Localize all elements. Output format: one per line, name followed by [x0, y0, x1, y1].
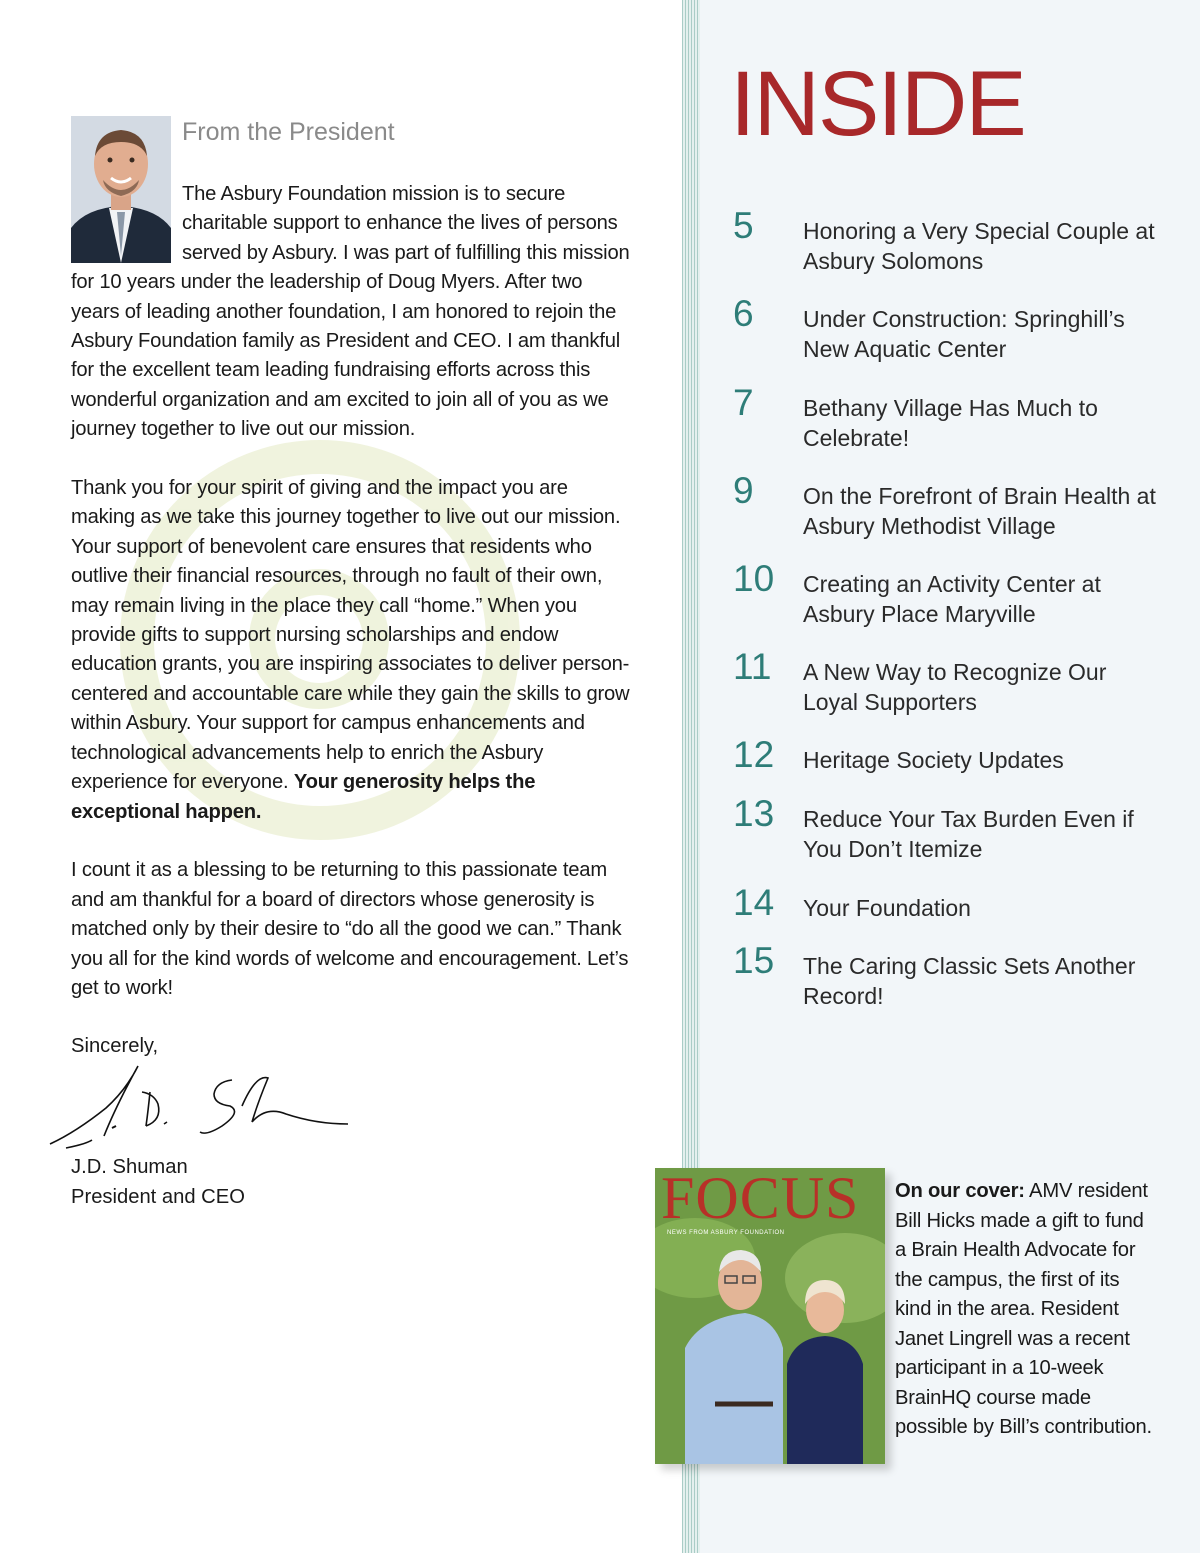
toc-page-number: 15	[733, 940, 775, 981]
toc-page-number: 14	[733, 882, 775, 923]
toc-title: On the Forefront of Brain Health at Asbury Methodist Village	[803, 483, 1156, 539]
toc-title: Honoring a Very Special Couple at Asbury Solomons	[803, 218, 1155, 274]
toc-title: Your Foundation	[803, 895, 971, 921]
signer-block	[71, 1152, 245, 1212]
toc-title: Heritage Society Updates	[803, 747, 1064, 773]
cover-caption	[895, 1177, 1160, 1443]
signer-name: J.D. Shuman	[71, 1156, 188, 1178]
magazine-cover-thumbnail	[655, 1168, 885, 1464]
toc-title: Under Construction: Springhill’s New Aquatic Center	[803, 306, 1125, 362]
caption-lead: On our cover:	[895, 1180, 1025, 1202]
signature-image	[46, 1062, 356, 1154]
paragraph-2-text: Thank you for your spirit of giving and the impact you are making as we take this journey together to live out our mission. Your support of benevolent care ensures that residents who outlive their financial resources, through no fault of their own, may remain living in the place they call “home.” When you provide gifts to support nursing scholarships and endow education grants, you are inspiring associates to deliver person-centered and accountable care while they gain the skills to grow within Asbury. Your support for campus enhancements and technological advancements help to enrich the Asbury experience for everyone.	[71, 477, 630, 794]
toc-title: The Caring Classic Sets Another Record!	[803, 953, 1136, 1009]
closing: Sincerely,	[71, 1035, 159, 1057]
letter-paragraph-1	[71, 180, 631, 445]
letter-paragraph-3	[71, 856, 631, 1003]
toc-title: A New Way to Recognize Our Loyal Supporters	[803, 659, 1107, 715]
toc-page-number: 5	[733, 205, 754, 246]
toc-page-number: 13	[733, 793, 775, 834]
letter-body	[71, 180, 631, 1033]
paragraph-3-text: I count it as a blessing to be returning to this passionate team and am thankful for a board of directors whose generosity is matched only by their desire to “do all the good we can.” Thank you all for the kind words of welcome and encouragement. Let’s get to work!	[71, 859, 629, 999]
paragraph-1-text: The Asbury Foundation mission is to secure charitable support to enhance the lives of persons served by Asbury. I was part of fulfilling this mission for 10 years under the leadership of Doug Myers. After two years of leading another foundation, I am honored to rejoin the Asbury Foundation family as President and CEO. I am thankful for the excellent team leading fundraising efforts across this wonderful organization and am excited to join all of you as we journey together to live out our mission.	[71, 183, 630, 441]
toc-page-number: 12	[733, 734, 775, 775]
paragraph-2-emphasis: Your generosity helps the exceptional happen.	[71, 771, 536, 823]
toc-page-number: 10	[733, 558, 775, 599]
toc-title: Bethany Village Has Much to Celebrate!	[803, 395, 1098, 451]
caption-text: AMV resident Bill Hicks made a gift to fund a Brain Health Advocate for the campus, the first of its kind in the area. Resident Janet Lingrell was a recent participant in a 10-week BrainHQ course made possible by Bill’s contribution.	[895, 1180, 1152, 1438]
toc-page-number: 11	[733, 646, 772, 687]
toc-page-number: 7	[733, 382, 754, 423]
toc-page-number: 9	[733, 470, 754, 511]
toc-title: Creating an Activity Center at Asbury Place Maryville	[803, 571, 1101, 627]
inside-title: INSIDE	[730, 53, 1025, 155]
toc-page-number: 6	[733, 293, 754, 334]
cover-tagline: NEWS FROM ASBURY FOUNDATION	[667, 1230, 785, 1236]
signer-title: President and CEO	[71, 1186, 245, 1208]
toc-title: Reduce Your Tax Burden Even if You Don’t Itemize	[803, 806, 1134, 862]
section-label: From the President	[182, 118, 395, 146]
cover-masthead: FOCUS	[661, 1168, 860, 1231]
letter-paragraph-2	[71, 474, 631, 827]
